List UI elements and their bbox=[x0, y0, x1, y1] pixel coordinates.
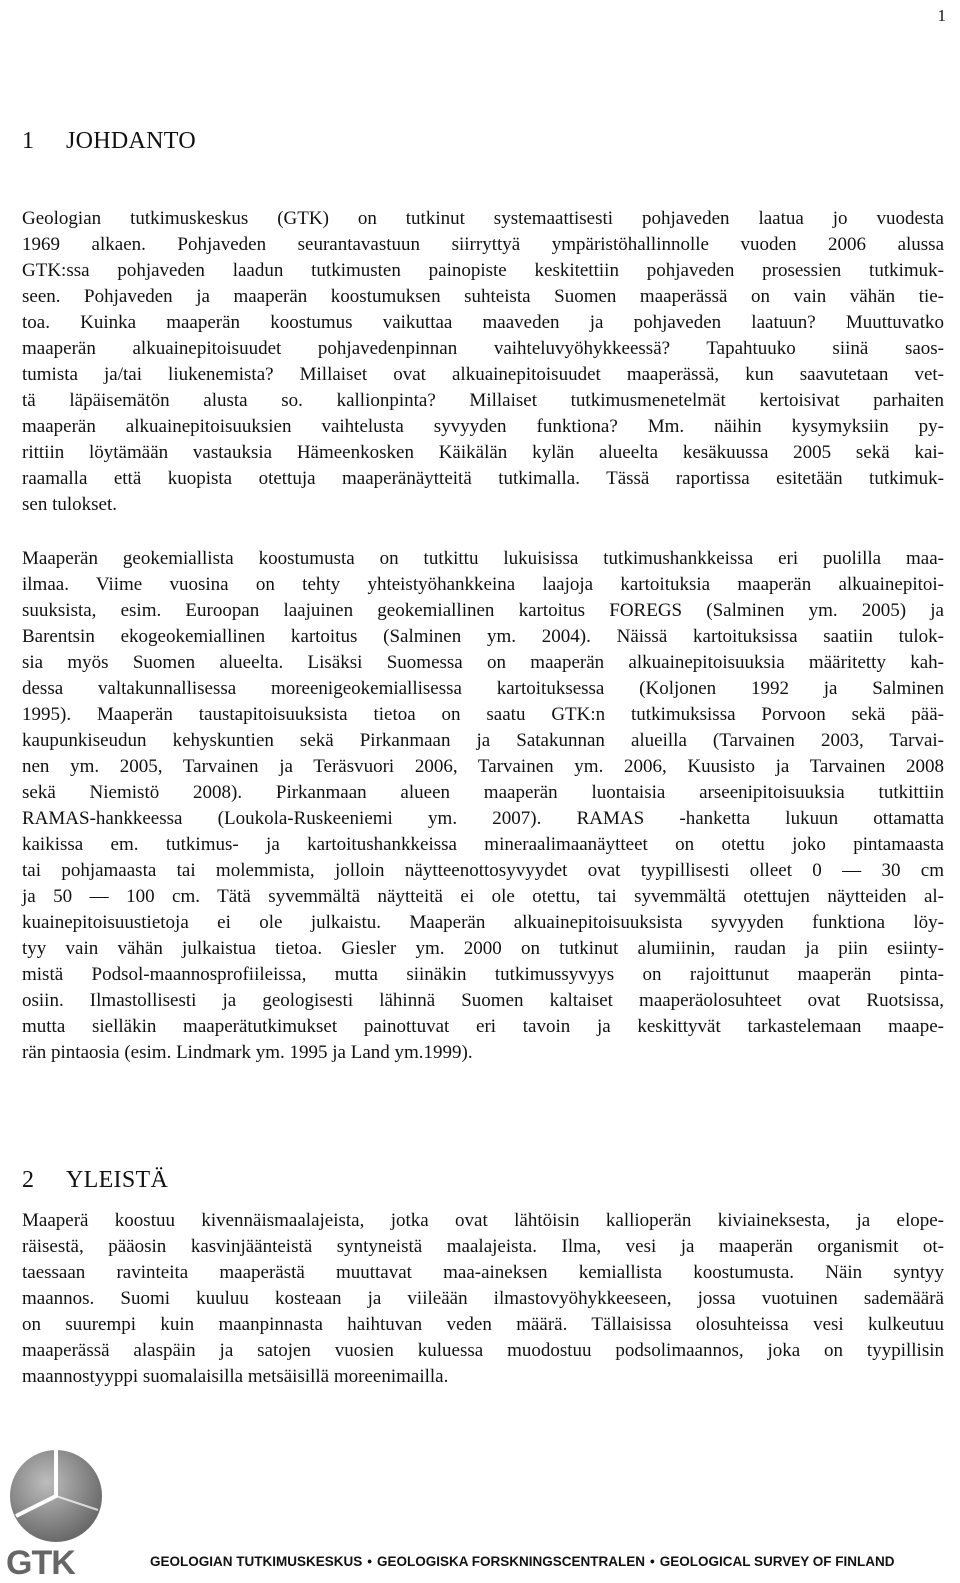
text-line: ja 50 — 100 cm. Tätä syvemmältä näytteitä ei ole otettu, tai syvemmältä otettujen näytteiden al- bbox=[22, 886, 944, 907]
section-2-title: YLEISTÄ bbox=[66, 1167, 169, 1193]
org-name-sv: GEOLOGISKA FORSKNINGSCENTRALEN bbox=[377, 1554, 646, 1569]
section-2-heading bbox=[22, 1167, 168, 1194]
text-line: maannos. Suomi kuuluu kosteaan ja viileään ilmastovyöhykkeeseen, jossa vuotuinen sademäärä bbox=[22, 1288, 944, 1309]
text-line: maannostyyppi suomalaisilla metsäisillä moreenimailla. bbox=[22, 1366, 449, 1387]
text-line: rän pintaosia (esim. Lindmark ym. 1995 ja Land ym.1999). bbox=[22, 1042, 473, 1063]
section-1-title: JOHDANTO bbox=[66, 128, 196, 154]
text-line: kaupunkiseudun kehyskuntien sekä Pirkanmaan ja Satakunnan alueilla (Tarvainen 2003, Tarvai- bbox=[22, 730, 944, 751]
text-line: Geologian tutkimuskeskus (GTK) on tutkinut systemaattisesti pohjaveden laatua jo vuodesta bbox=[22, 208, 944, 229]
section-2-number: 2 bbox=[22, 1167, 35, 1193]
section-1-heading bbox=[22, 128, 196, 155]
gtk-logo bbox=[6, 1444, 106, 1582]
text-line: mistä Podsol-maannosprofiileissa, mutta siinäkin tutkimussyvyys on rajoittunut maaperän pinta- bbox=[22, 964, 944, 985]
text-line: RAMAS-hankkeessa (Loukola-Ruskeeniemi ym. 2007). RAMAS -hanketta lukuun ottamatta bbox=[22, 808, 944, 829]
text-line: maaperässä alaspäin ja satojen vuosien kuluessa muodostuu podsolimaannos, joka on tyypillisin bbox=[22, 1340, 944, 1361]
page-footer bbox=[0, 1438, 960, 1583]
text-line: osiin. Ilmastollisesti ja geologisesti lähinnä Suomen kaltaiset maaperäolosuhteet ovat Ruotsissa, bbox=[22, 990, 944, 1011]
text-line: räisestä, pääosin kasvinjäänteistä syntyneistä maalajeista. Ilma, vesi ja maaperän organismit ot- bbox=[22, 1236, 944, 1257]
separator-dot: • bbox=[650, 1554, 655, 1569]
text-line: suuksista, esim. Euroopan laajuinen geokemiallinen kartoitus FOREGS (Salminen ym. 2005) ja bbox=[22, 600, 944, 621]
text-line: GTK:ssa pohjaveden laadun tutkimusten painopiste keskitettiin pohjaveden prosessien tutkimuk- bbox=[22, 260, 944, 281]
text-line: raamalla että kuopista otettuja maaperänäytteitä tutkimalla. Tässä raportissa esitetään tutkimuk- bbox=[22, 468, 944, 489]
text-line: nen ym. 2005, Tarvainen ja Teräsvuori 2006, Tarvainen ym. 2006, Kuusisto ja Tarvainen 2008 bbox=[22, 756, 944, 777]
separator-dot: • bbox=[367, 1554, 372, 1569]
text-line: 1995). Maaperän taustapitoisuuksista tietoa on saatu GTK:n tutkimuksissa Porvoon sekä pää- bbox=[22, 704, 944, 725]
text-line: Barentsin ekogeokemiallinen kartoitus (Salminen ym. 2004). Näissä kartoituksissa saatiin tulok- bbox=[22, 626, 944, 647]
text-line: tai pohjamaasta tai molemmista, jolloin näytteenottosyvyydet ovat tyypillisesti olleet 0 — 30 cm bbox=[22, 860, 944, 881]
footer-organization-names bbox=[150, 1554, 895, 1569]
org-name-en: GEOLOGICAL SURVEY OF FINLAND bbox=[659, 1554, 895, 1569]
text-line: sia myös Suomen alueelta. Lisäksi Suomessa on maaperän alkuainepitoisuuksia määritetty kah- bbox=[22, 652, 944, 673]
text-line: on suurempi kuin maanpinnasta haihtuvan veden määrä. Tällaisissa olosuhteissa vesi kulkeutuu bbox=[22, 1314, 944, 1335]
text-line: dessa valtakunnallisessa moreenigeokemiallisessa kartoituksessa (Koljonen 1992 ja Salminen bbox=[22, 678, 944, 699]
general-paragraph-1 bbox=[22, 1208, 944, 1390]
text-line: taessaan ravinteita maaperästä muuttavat maa-aineksen kemiallista koostumusta. Näin syntyy bbox=[22, 1262, 944, 1283]
intro-paragraph-2 bbox=[22, 546, 944, 1066]
text-line: mutta sielläkin maaperätutkimukset painottuvat eri tavoin ja keskittyvät tarkastelemaan maape- bbox=[22, 1016, 944, 1037]
text-line: tumista ja/tai liukenemista? Millaiset ovat alkuainepitoisuudet maaperässä, kun saavutetaan vet- bbox=[22, 364, 944, 385]
org-name-fi: GEOLOGIAN TUTKIMUSKESKUS bbox=[150, 1554, 363, 1569]
text-line: kaikissa em. tutkimus- ja kartoitushankkeissa mineraalimaanäytteet on otettu joko pintamaasta bbox=[22, 834, 944, 855]
text-line: seen. Pohjaveden ja maaperän koostumuksen suhteista Suomen maaperässä on vain vähän tie- bbox=[22, 286, 944, 307]
text-line: 1969 alkaen. Pohjaveden seurantavastuun siirryttyä ympäristöhallinnolle vuoden 2006 alussa bbox=[22, 234, 944, 255]
text-line: maaperän alkuainepitoisuuksien vaihtelusta syvyyden funktiona? Mm. näihin kysymyksiin py- bbox=[22, 416, 944, 437]
text-line: tä läpäisemätön alusta so. kallionpinta? Millaiset tutkimusmenetelmät kertoisivat parhaiten bbox=[22, 390, 944, 411]
text-line: sen tulokset. bbox=[22, 494, 117, 515]
text-line: Maaperän geokemiallista koostumusta on tutkittu lukuisissa tutkimushankkeissa eri puolilla maa- bbox=[22, 548, 944, 569]
gtk-globe-icon bbox=[6, 1444, 106, 1544]
intro-paragraph-1 bbox=[22, 206, 944, 518]
text-line: rittiin löytämään vastauksia Hämeenkosken Käikälän kylän alueelta kesäkuussa 2005 sekä kai- bbox=[22, 442, 944, 463]
text-line: Maaperä koostuu kivennäismaalajeista, jotka ovat lähtöisin kallioperän kiviaineksesta, ja elope- bbox=[22, 1210, 944, 1231]
section-1-number: 1 bbox=[22, 128, 35, 154]
text-line: kuainepitoisuustietoja ei ole julkaistu. Maaperän alkuainepitoisuuksista syvyyden funktiona löy- bbox=[22, 912, 944, 933]
text-line: ilmaa. Viime vuosina on tehty yhteistyöhankkeina laajoja kartoituksia maaperän alkuainepitoi- bbox=[22, 574, 944, 595]
text-line: sekä Niemistö 2008). Pirkanmaan alueen maaperän luontaisia arseenipitoisuuksia tutkittiin bbox=[22, 782, 944, 803]
text-line: toa. Kuinka maaperän koostumus vaikuttaa maaveden ja pohjaveden laatuun? Muuttuvatko bbox=[22, 312, 944, 333]
text-line: maaperän alkuainepitoisuudet pohjavedenpinnan vaihteluvyöhykkeessä? Tapahtuuko siinä saos- bbox=[22, 338, 944, 359]
page-number: 1 bbox=[937, 6, 946, 25]
gtk-logo-text: GTK bbox=[6, 1544, 75, 1582]
text-line: tyy vain vähän julkaistua tietoa. Giesler ym. 2000 on tutkinut alumiinin, raudan ja piin esiinty- bbox=[22, 938, 944, 959]
